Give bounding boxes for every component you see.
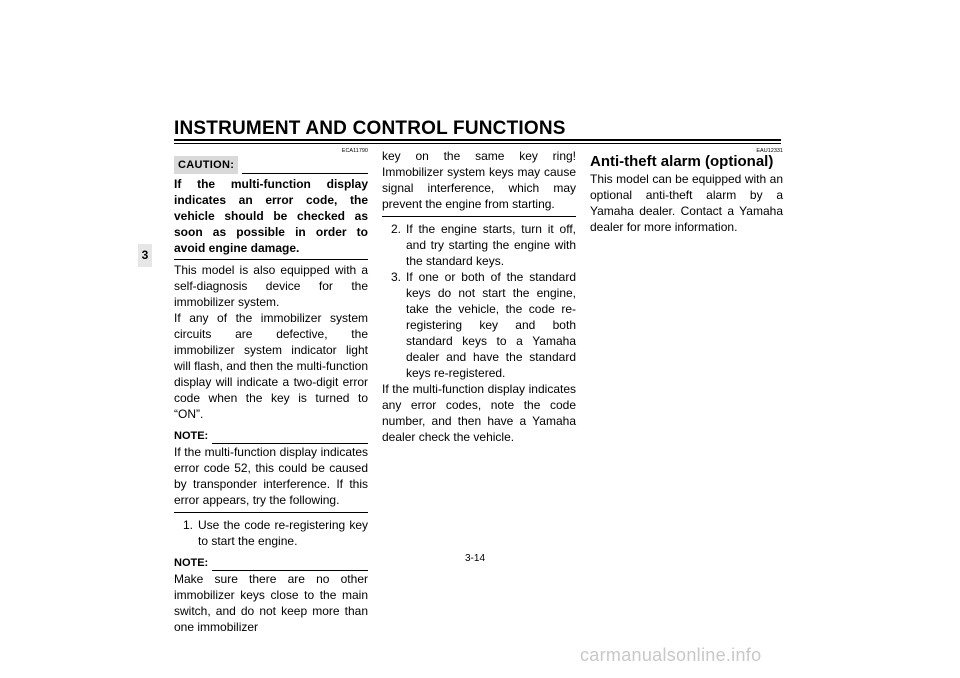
watermark: carmanualsonline.info — [580, 645, 762, 665]
caution-header — [174, 156, 368, 174]
step-text: If the engine starts, turn it off, and try starting the engine with the standard keys. — [406, 222, 576, 268]
caution-code: ECA11790 — [341, 148, 368, 154]
step-number: 2. — [390, 222, 401, 236]
caution-text: If the multi-function display indicates an error code, the vehicle should be checked as soon as possible in order to avoid engine damage. — [174, 176, 368, 260]
step-number: 1. — [182, 518, 193, 532]
column-1 — [174, 148, 368, 635]
step-number: 3. — [390, 270, 401, 284]
header-rule — [174, 139, 781, 141]
note-end-rule — [174, 508, 368, 513]
paragraph-self-diagnosis: This model is also equipped with a self-diagnosis device for the immobilizer system. — [174, 263, 368, 309]
column-2 — [382, 148, 576, 445]
page-number: 3-14 — [465, 553, 486, 564]
paragraph-anti-theft: This model can be equipped with an optional anti-theft alarm by a Yamaha dealer. Contact a Yamaha dealer for more information. — [590, 172, 783, 234]
chapter-tab: 3 — [138, 244, 152, 267]
note-label: NOTE: — [174, 557, 209, 569]
note-label: NOTE: — [174, 430, 209, 442]
page-header-title: INSTRUMENT AND CONTROL FUNCTIONS — [174, 118, 566, 139]
header-rule-thin — [174, 143, 781, 144]
note-header-1 — [174, 428, 368, 444]
caution-rule — [242, 172, 368, 174]
step-2 — [382, 221, 576, 269]
step-1 — [174, 517, 368, 549]
step-text: Use the code re-registering key to start the engine. — [198, 518, 368, 548]
caution-label: CAUTION: — [174, 156, 238, 174]
section-title: Anti-theft alarm (optional) — [590, 153, 774, 170]
note-text-2-continued: key on the same key ring! Immobilizer system keys may cause signal interference, which may prevent the engine from starting. — [382, 149, 576, 211]
section-code: EAU12331 — [756, 148, 783, 154]
note-text-2: Make sure there are no other immobilizer keys close to the main switch, and do not keep more than one immobilizer — [174, 572, 368, 634]
step-text: If one or both of the standard keys do not start the engine, take the vehicle, the code re-registering key and both standard keys to a Yamaha dealer and have the standard keys re-registered. — [406, 270, 576, 380]
note-text-1: If the multi-function display indicates error code 52, this could be caused by transponder interference. If this error appears, try the following. — [174, 445, 368, 507]
note-header-2 — [174, 555, 368, 571]
paragraph-circuit-defect: If any of the immobilizer system circuits are defective, the immobilizer system indicator light will flash, and then the multi-function display will indicate a two-digit error code when the key is turned to “ON”. — [174, 311, 368, 421]
paragraph-error-codes: If the multi-function display indicates any error codes, note the code number, and then have a Yamaha dealer check the vehicle. — [382, 382, 576, 444]
step-3 — [382, 269, 576, 381]
note-end-rule — [382, 212, 576, 217]
column-3 — [590, 148, 783, 235]
